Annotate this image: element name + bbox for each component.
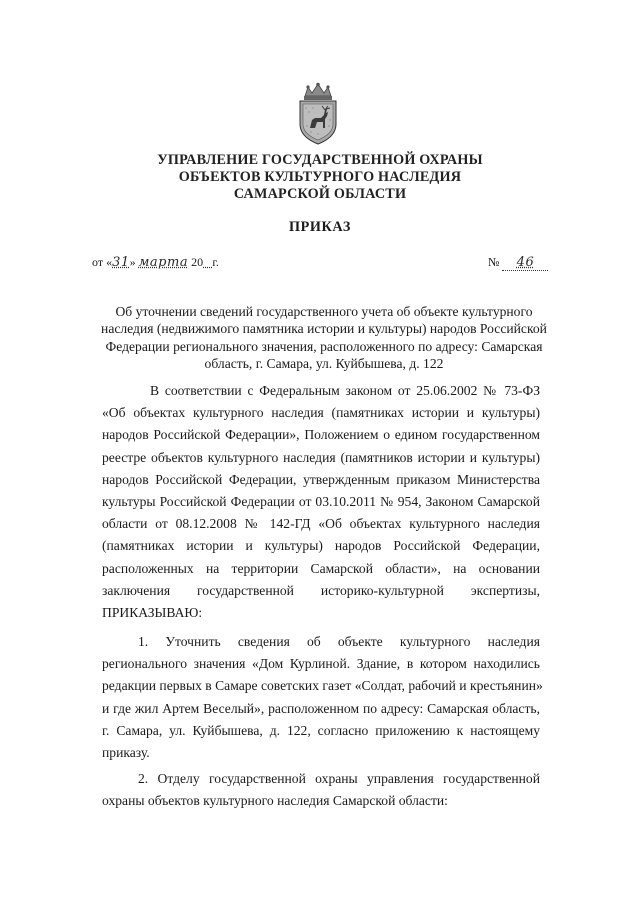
text-line: народов Российской Федерации», Положением о едином государственном <box>102 427 540 443</box>
text-line: «Об объектах культурного наследия (памятниках истории и культуры) <box>102 405 540 421</box>
order-item-2 <box>102 768 540 812</box>
date-middle: » <box>129 255 136 269</box>
subject-line: Федерации регионального значения, расположенного по адресу: Самарская <box>105 338 543 354</box>
number-value: 46 <box>516 255 535 270</box>
order-keyword: ПРИКАЗЫВАЮ: <box>102 605 203 621</box>
order-subject <box>96 303 552 373</box>
text-line: регионального значения «Дом Курлиной. Здание, в котором находились <box>102 656 540 672</box>
text-line: (памятниках истории и культуры) народов Российской Федерации, <box>102 538 540 554</box>
text-line: и где жил Артем Веселый», расположенном по адресу: Самарская область, <box>102 700 540 716</box>
organization-name-line-2: ОБЪЕКТОВ КУЛЬТУРНОГО НАСЛЕДИЯ <box>178 169 462 185</box>
preamble-paragraph <box>102 380 540 624</box>
text-line: реестре объектов культурного наследия (памятников истории и культуры) <box>102 449 540 465</box>
text-line: народов Российской Федерации, утвержденным приказом Министерства <box>102 471 540 487</box>
subject-line: Об уточнении сведений государственного учета об объекте культурного <box>115 304 533 319</box>
date-year-handwritten <box>203 255 212 270</box>
text-line: 2. Отделу государственной охраны управления государственной <box>138 771 540 786</box>
text-line: области от 08.12.2008 № 142-ГД «Об объектах культурного наследия <box>102 516 540 532</box>
text-line: заключения государственной историко-культурной экспертизы, <box>102 582 540 598</box>
date-year-suffix: г. <box>212 255 219 269</box>
text-line: расположенных на территории Самарской области», на основании <box>102 560 540 576</box>
document-type-title: ПРИКАЗ <box>288 219 351 235</box>
organization-name-line-3: САМАРСКОЙ ОБЛАСТИ <box>233 186 407 202</box>
date-month: марта <box>138 255 189 270</box>
subject-line: область, г. Самара, ул. Куйбышева, д. 122 <box>204 356 444 372</box>
date-day: 31 <box>112 255 130 270</box>
order-date <box>92 255 219 270</box>
text-line: приказу. <box>102 745 150 761</box>
text-line: В соответствии с Федеральным законом от 25.06.2002 № 73-ФЗ <box>150 383 540 398</box>
number-prefix: № <box>488 255 500 269</box>
order-item-1 <box>102 631 543 764</box>
date-year-prefix: 20 <box>191 255 204 269</box>
organization-name-line-1: УПРАВЛЕНИЕ ГОСУДАРСТВЕННОЙ ОХРАНЫ <box>157 152 483 168</box>
text-line: охраны объектов культурного наследия Самарской области: <box>102 793 448 809</box>
order-number <box>488 255 548 271</box>
coat-of-arms-icon <box>291 82 345 146</box>
subject-line: наследия (недвижимого памятника истории и культуры) народов Российской <box>101 321 547 337</box>
date-prefix: от « <box>92 255 113 269</box>
text-line: 1. Уточнить сведения об объекте культурного наследия <box>138 634 540 649</box>
text-line: редакции первых в Самаре советских газет «Солдат, рабочий и крестьянин» <box>102 678 543 694</box>
text-line: культуры Российской Федерации от 03.10.2011 № 954, Законом Самарской <box>102 494 540 510</box>
text-line: г. Самара, ул. Куйбышева, д. 122, согласно приложению к настоящему <box>102 722 540 738</box>
